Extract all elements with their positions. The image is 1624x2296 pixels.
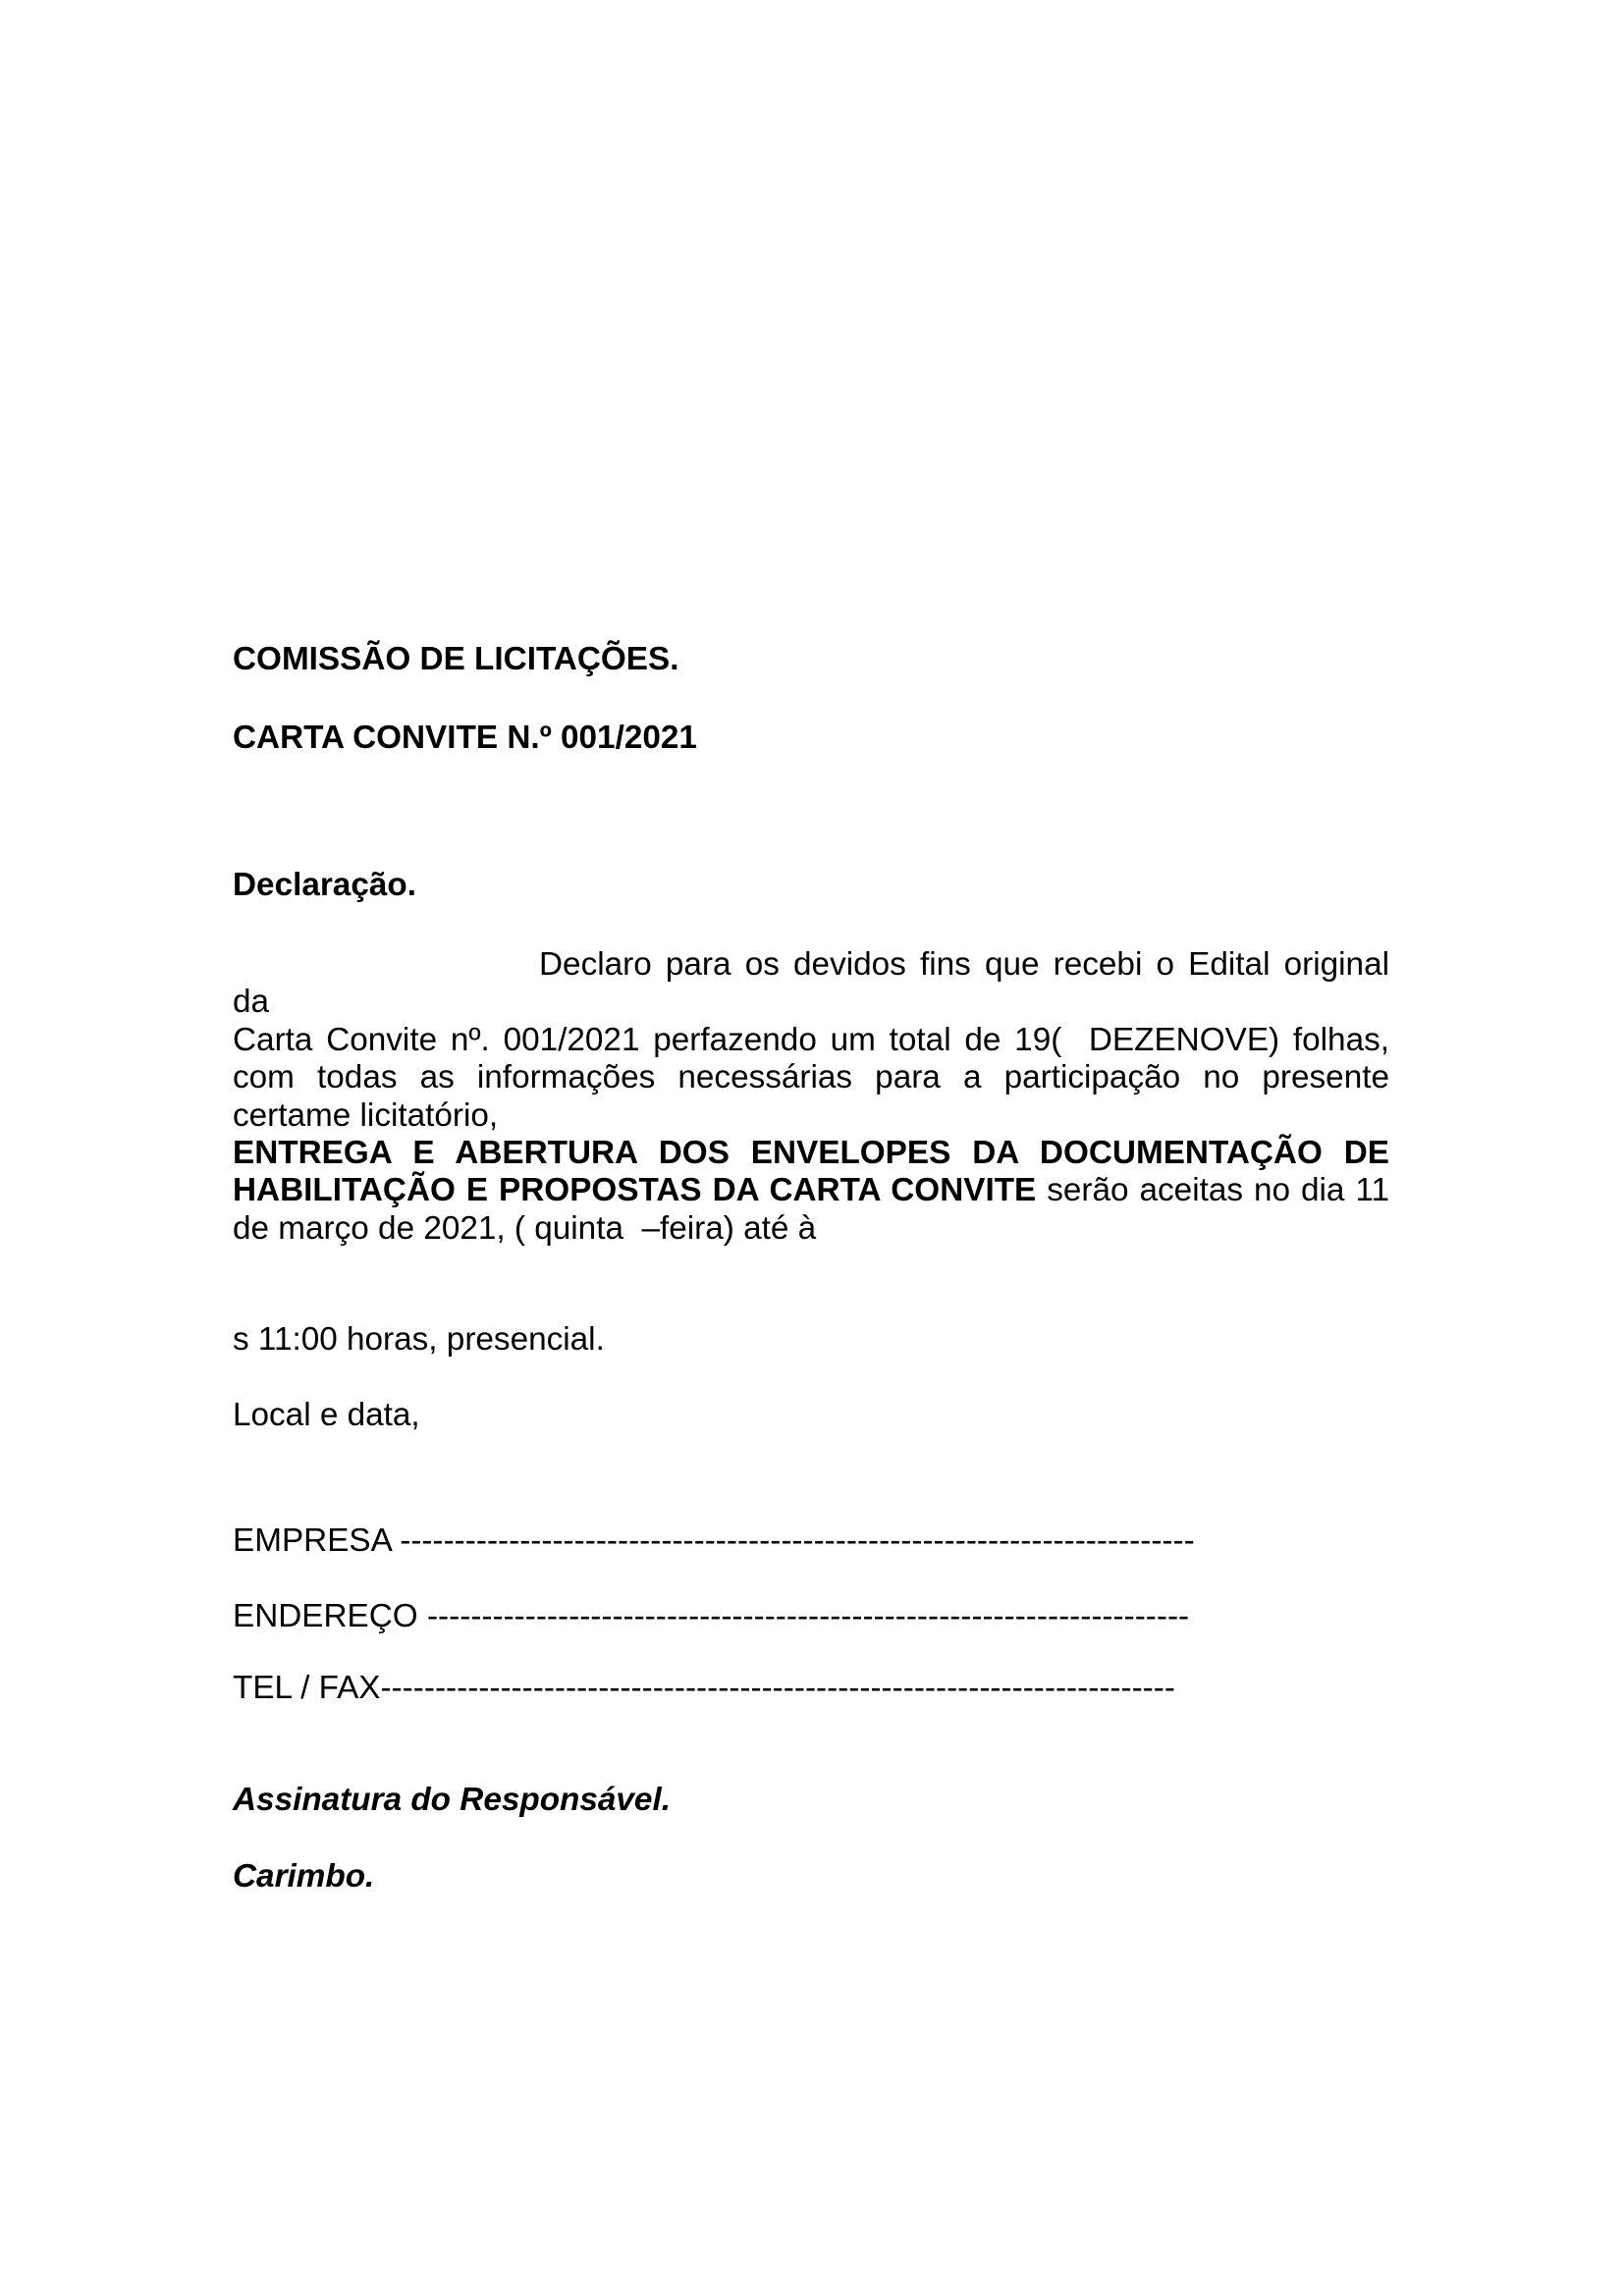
invite-number-heading: CARTA CONVITE N.º 001/2021 — [233, 720, 697, 756]
paragraph-line: Declaro para os devidos fins que recebi o Edital original da — [233, 946, 1399, 1021]
paragraph-line: de março de 2021, ( quinta –feira) até à — [233, 1209, 817, 1247]
telfax-fill-line: TEL / FAX------------------------------------------------------------------------- — [233, 1670, 1175, 1706]
paragraph-line: HABILITAÇÃO E PROPOSTAS DA CARTA CONVITE serão aceitas no dia 11 — [233, 1172, 1389, 1209]
declaration-paragraph — [233, 946, 1399, 1248]
paragraph-line: com todas as informações necessárias para a participação no presente — [233, 1059, 1389, 1096]
paragraph-line: certame licitatório, — [233, 1096, 499, 1134]
local-date-line: Local e data, — [233, 1397, 420, 1433]
company-fill-line: EMPRESA ------------------------------------------------------------------------- — [233, 1522, 1195, 1559]
hours-line: s 11:00 horas, presencial. — [233, 1321, 605, 1358]
paragraph-line: Carta Convite nº. 001/2021 perfazendo um total de 19( DEZENOVE) folhas, — [233, 1021, 1389, 1058]
address-fill-line: ENDEREÇO ---------------------------------------------------------------------- — [233, 1598, 1190, 1634]
signature-label: Assinatura do Responsável. — [233, 1782, 671, 1818]
declaration-title: Declaração. — [233, 867, 416, 903]
paragraph-line: ENTREGA E ABERTURA DOS ENVELOPES DA DOCUMENTAÇÃO DE — [233, 1135, 1389, 1172]
stamp-label: Carimbo. — [233, 1858, 375, 1895]
commission-heading: COMISSÃO DE LICITAÇÕES. — [233, 641, 679, 677]
